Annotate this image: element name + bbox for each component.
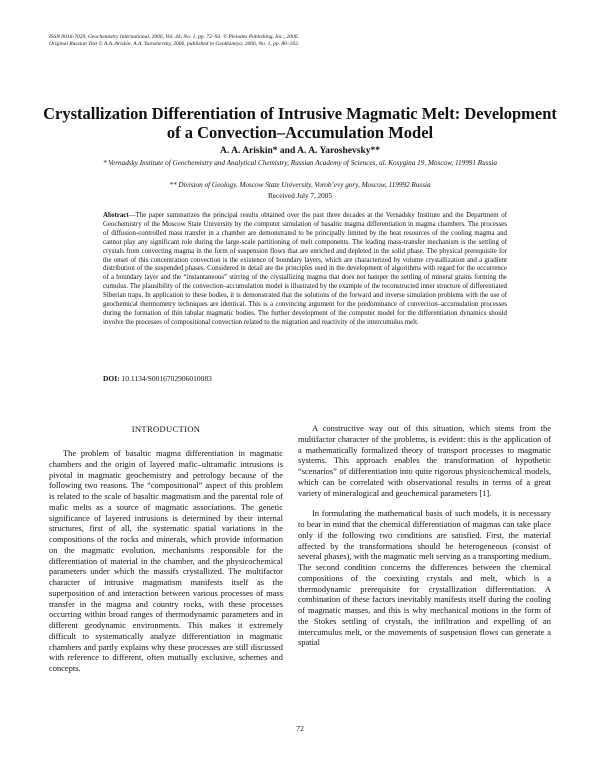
paper-title: Crystallization Differentiation of Intrusive Magmatic Melt: Development of a Convection–Accumulation Model [43,104,557,142]
right-column [298,423,551,648]
page-number: 72 [296,724,304,733]
doi-label: DOI: [103,374,120,383]
left-column [49,448,283,674]
journal-header-line-1: ISSN 0016-7029, Geochemistry International, 2006, Vol. 44, No. 1, pp. 72–93. © Pleiades Publishing, Inc., 2006. [49,34,299,40]
received-date: Received July 7, 2005 [268,192,332,200]
authors: A. A. Ariskin* and A. A. Yaroshevsky** [220,146,380,156]
journal-header-line-2: Original Russian Text © A.A. Ariskin, A.A. Yaroshevsky, 2006, published in Geokhimiya, 2006, No. 1, pp. 80–102. [49,41,300,47]
intro-paragraph-2: A constructive way out of this situation, which stems from the multifactor character of the problems, is evident: this is the application of a mathematically formalized theory of transport processes to magmatic systems. This approach enables the transformation of hypothetic “scenarios” of differentiation into quite rigorous physicochemical models, which can be correlated with observational results in terms of a great variety of mineralogical and geochemical parameters [1]. [298,423,551,498]
abstract [103,212,507,328]
affiliation-vernadsky: * Vernadsky Institute of Geochemistry and Analytical Chemistry, Russian Academy of Sciences, ul. Kosygina 19, Moscow, 119991 Russia [103,159,497,167]
section-heading-introduction: INTRODUCTION [131,424,201,434]
doi [103,374,212,384]
intro-paragraph-3: In formulating the mathematical basis of such models, it is necessary to bear in mind that the chemical differentiation of magmas can take place only if the following two conditions are satisfied. First, the material affected by the transformations should be heterogeneous (consist of several phases), with the magmatic melt serving as a transporting medium. The second condition concerns the differences between the chemical compositions of the coexisting crystals and melt, which is a thermodynamic prerequisite for crystallization differentiation. A combination of these factors inevitably manifests itself during the cooling of magmatic masses, and this is why mechanical motions in the form of the Stokes settling of crystals, the infiltration and expelling of an intercumulus melt, or the movements of suspension flows can generate a spatial [298,508,551,648]
doi-value: 10.1134/S0016702906010083 [121,374,212,383]
intro-paragraph-1: The problem of basaltic magma differentiation in magmatic chambers and the origin of layered mafic–ultramafic intrusions is pivotal in magmatic geochemistry and petrology because of the following two reasons. The “compositional” aspect of this problem is related to the scale of basaltic magmatism and the parental role of mafic melts as a source of magmatic associations. The genetic significance of layered intrusions is determined by their internal structures, first of all, the systematic spatial variations in the compositions of the rocks and minerals, which provide information on the magmatic evolution, mechanisms responsible for the differentiation of material in the chamber, and the physicochemical parameters under which the massifs crystallized. The multifactor character of intrusive magmatism manifests itself as the superposition of and interaction between various processes of mass transfer in the magma and country rocks, with these processes occurring within broad ranges of thermodynamic parameters and in different geodynamic environments. This makes it extremely difficult to systematically analyze differentiation in magmatic chambers and partly explains why these processes are still discussed with reference to different, often mutually exclusive, schemes and concepts. [49,448,283,673]
abstract-text: —The paper summarizes the principal results obtained over the past three decades at the Vernadsky Institute and the Department of Geochemistry of the Moscow State University by the computer simulation of basaltic magma differentiation in magma chambers. The processes of diffusion-controlled mass transfer in a chamber are demonstrated to be principally limited by the heat resources of the cooling magma and cannot play any significant role during the large-scale partitioning of melt components. The leading mass-transfer mechanism is the settling of crystals from convecting magma in the form of suspension flows that are enriched and depleted in the solid phase. The physical prerequisite for the onset of this concentration convection is the existence of boundary layers, which are characterized by volume crystallization and a gradient distribution of the suspended phases. Considered in detail are the principles used in the development of algorithms with regard for the occurrence of a boundary layer and the “instantaneous” stirring of the crystallizing magma that does not hamper the settling of mineral grains forming the cumulus. The plausibility of the convection–accumulation model is illustrated by the example of the reconstructed inner structure of differentiated Siberian traps. In application to these bodies, it is demonstrated that the solutions of the forward and inverse simulation problems with the use of geochemical thermometry techniques are identical. This is a convincing argument for the predominance of convection–accumulation processes during the formation of thin tabular magmatic bodies. The further development of the computer model for the differentiation dynamics should involve the processes of compositional convection related to the migration and reactivity of the intercumulus melt. [103,212,507,326]
affiliation-msu: ** Division of Geology, Moscow State University, Vorob’evy gory, Moscow, 119992 Russia [169,181,431,189]
abstract-label: Abstract [103,212,129,219]
